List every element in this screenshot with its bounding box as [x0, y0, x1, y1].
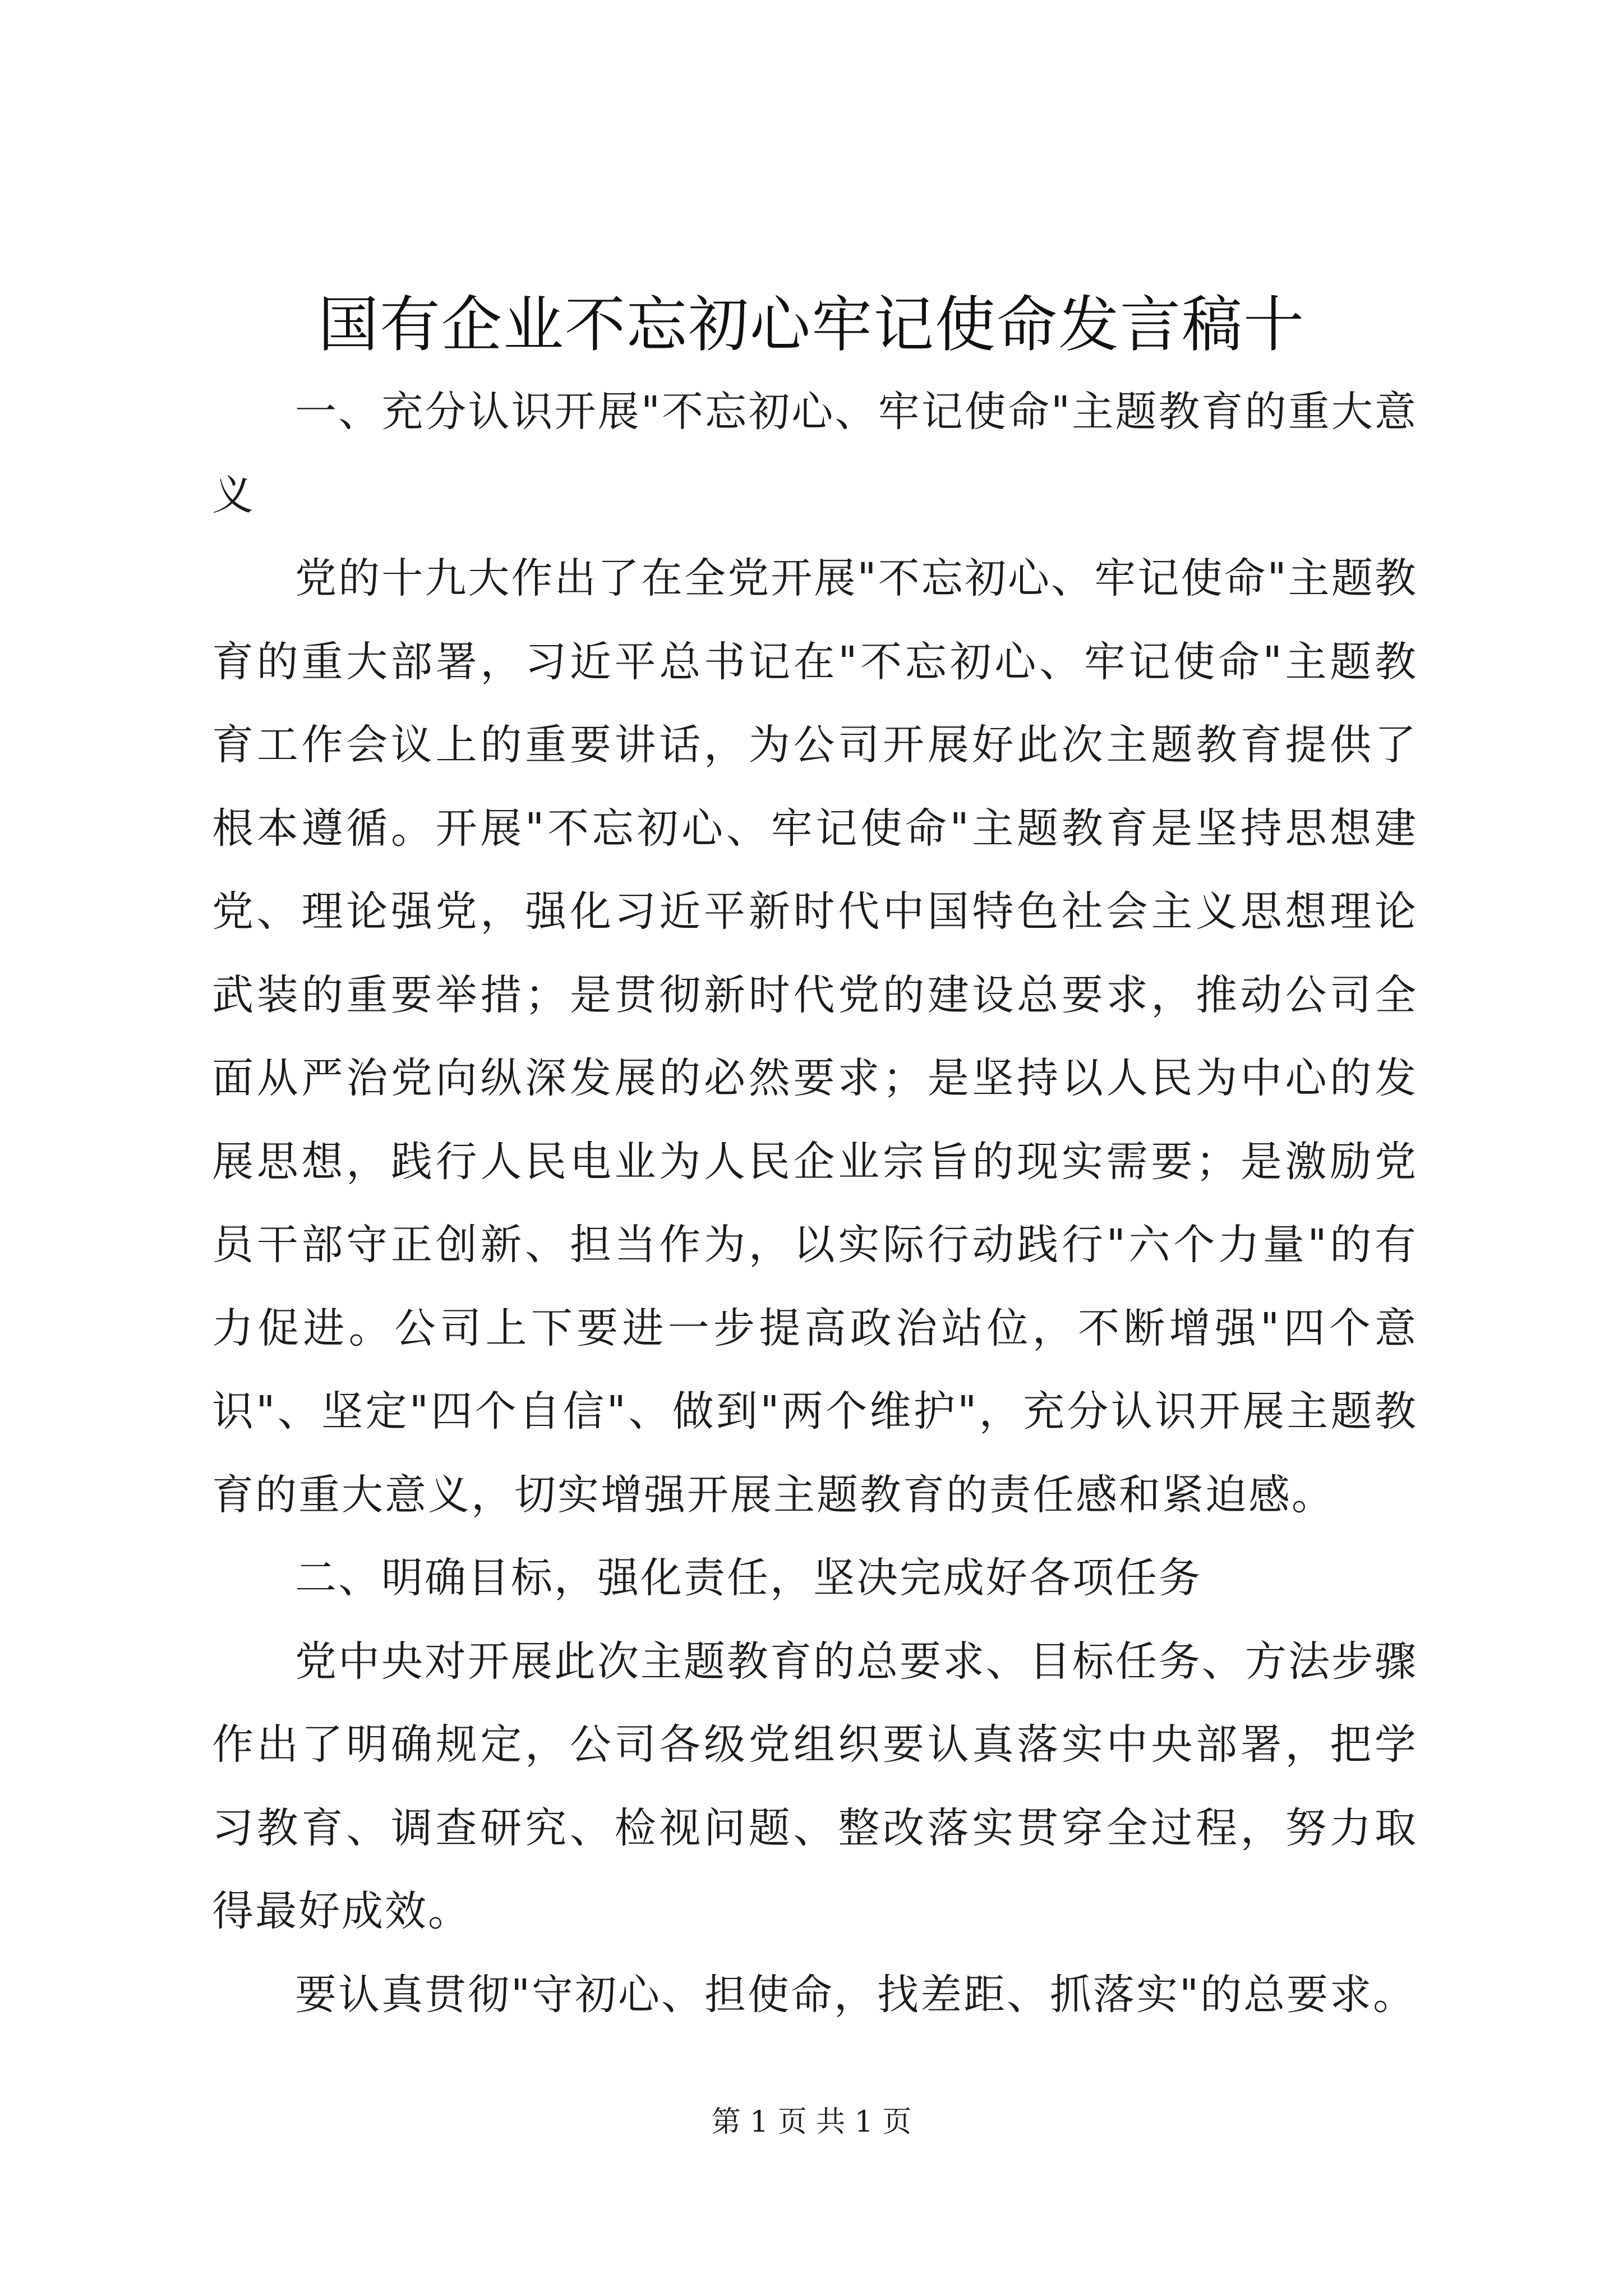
section-heading-2: 二、明确目标，强化责任，坚决完成好各项任务	[295, 1554, 1202, 1602]
page-footer: 第 1 页 共 1 页	[711, 2105, 912, 2139]
body-paragraph-3: 要认真贯彻"守初心、担使命，找差距、抓落实"的总要求。	[295, 1970, 1417, 2019]
body-paragraph-1: 党的十九大作出了在全党开展"不忘初心、牢记使命"主题教育的重大部署，习近平总书记在"不忘初心、牢记使命"主题教育工作会议上的重要讲话，为公司开展好此次主题教育提供了根本遵循。开展"不忘初心、牢记使命"主题教育是坚持思想建党、理论强党，强化习近平新时代中国特色社会主义思想理论武装的重要举措；是贯彻新时代党的建设总要求，推动公司全面从严治党向纵深发展的必然要求；是坚持以人民为中心的发展思想，践行人民电业为人民企业宗旨的现实需要；是激励党员干部守正创新、担当作为，以实际行动践行"六个力量"的有力促进。公司上下要进一步提高政治站位，不断增强"四个意识"、坚定"四个自信"、做到"两个维护"，充分认识开展主题教育的重大意义，切实增强开展主题教育的责任感和紧迫感。	[212, 554, 1418, 1519]
body-paragraph-2: 党中央对开展此次主题教育的总要求、目标任务、方法步骤作出了明确规定，公司各级党组织要认真落实中央部署，把学习教育、调查研究、检视问题、整改落实贯穿全过程，努力取得最好成效。	[212, 1637, 1418, 1935]
document-title: 国有企业不忘初心牢记使命发言稿十	[317, 290, 1305, 360]
document-body	[212, 370, 1418, 2036]
section-heading-1: 一、充分认识开展"不忘初心、牢记使命"主题教育的重大意义	[212, 388, 1418, 519]
